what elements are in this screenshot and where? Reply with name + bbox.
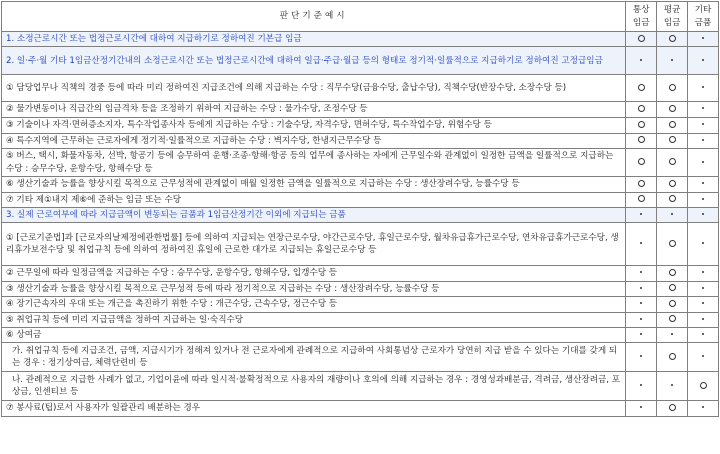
item-text: ③ 생산기술과 능률을 향상시킬 목적으로 근무성적 등에 따라 정기적으로 지급하는 수당 : 생산장려수당, 능률수당 등 xyxy=(2,281,626,296)
table-row xyxy=(2,133,719,148)
average-wage-cell xyxy=(657,117,688,133)
dot-mark-icon xyxy=(640,213,642,215)
table-row xyxy=(2,117,719,133)
ordinary-wage-cell xyxy=(626,75,657,102)
table-row xyxy=(2,281,719,296)
item-text: ④ 장기근속자의 우대 또는 개근을 촉진하기 위한 수당 : 개근수당, 근속수당, 정근수당 등 xyxy=(2,297,626,312)
average-wage-cell xyxy=(657,149,688,177)
circle-mark-icon xyxy=(669,353,676,360)
other-payment-cell xyxy=(688,47,719,75)
circle-mark-icon xyxy=(638,136,645,143)
dot-mark-icon xyxy=(702,59,704,61)
table-row xyxy=(2,149,719,177)
item-text: ④ 특수지역에 근무하는 근로자에게 정기적·일률적으로 지급하는 수당 : 벽지수당, 한냉지근무수당 등 xyxy=(2,133,626,148)
circle-mark-icon xyxy=(700,382,707,389)
category-text: 1. 소정근로시간 또는 법정근로시간에 대하여 지급하기로 정하여진 기본급 임금 xyxy=(2,32,626,47)
ordinary-wage-cell xyxy=(626,223,657,266)
circle-mark-icon xyxy=(669,180,676,187)
dot-mark-icon xyxy=(702,242,704,244)
table-row xyxy=(2,401,719,416)
item-text: ⑤ 버스, 택시, 화물자동차, 선박, 항공기 등에 승무하여 운행·조종·항해·항공 등의 업무에 종사하는 자에게 근무일수와 관계없이 일정한 금액을 일률적으로 지급하는 수당 : 승무수당, 운항수당, 항해수당 등 xyxy=(2,149,626,177)
circle-mark-icon xyxy=(669,315,676,322)
table-row xyxy=(2,266,719,281)
ordinary-wage-cell xyxy=(626,192,657,207)
item-text: ① [근로기준법]과 [근로자의날제정에관한법률] 등에 의하여 지급되는 연장근로수당, 야간근로수당, 휴일근로수당, 월차유급휴가근로수당, 연차유급휴가근로수당, 생리휴가보전수당 및 취업규칙 등에 의하여 정하여진 휴일에 근로한 대가로 지급되는 휴일근로수당 등 xyxy=(2,223,626,266)
average-wage-cell xyxy=(657,208,688,223)
dot-mark-icon xyxy=(640,59,642,61)
ordinary-wage-cell xyxy=(626,312,657,327)
dot-mark-icon xyxy=(702,198,704,200)
table-row xyxy=(2,372,719,401)
ordinary-wage-cell xyxy=(626,102,657,117)
ordinary-wage-cell xyxy=(626,401,657,416)
ordinary-wage-cell xyxy=(626,266,657,281)
dot-mark-icon xyxy=(640,318,642,320)
other-payment-cell xyxy=(688,133,719,148)
other-payment-cell xyxy=(688,192,719,207)
dot-mark-icon xyxy=(671,384,673,386)
dot-mark-icon xyxy=(640,355,642,357)
dot-mark-icon xyxy=(702,161,704,163)
header-ordinary-wage-line1: 통상 xyxy=(632,5,650,16)
circle-mark-icon xyxy=(638,195,645,202)
table-row xyxy=(2,75,719,102)
dot-mark-icon xyxy=(702,139,704,141)
circle-mark-icon xyxy=(638,121,645,128)
item-text: ② 물가변동이나 직급간의 임금격차 등을 조정하기 위하여 지급하는 수당 : 물가수당, 조정수당 등 xyxy=(2,102,626,117)
circle-mark-icon xyxy=(638,35,645,42)
other-payment-cell xyxy=(688,75,719,102)
other-payment-cell xyxy=(688,223,719,266)
circle-mark-icon xyxy=(638,158,645,165)
average-wage-cell xyxy=(657,281,688,296)
dot-mark-icon xyxy=(702,287,704,289)
header-other-payments xyxy=(688,2,719,32)
item-text: 가. 취업규칙 등에 지급조건, 금액, 지급시기가 정해져 있거나 전 근로자에게 관례적으로 지급하여 사회통념상 근로자가 당연히 지급 받을 수 있다는 기대를 갖게 되는 경우 : 정기상여금, 체력단련비 등 xyxy=(2,343,626,372)
item-text: ⑦ 봉사료(팁)로서 사용자가 일괄관리 배분하는 경우 xyxy=(2,401,626,416)
ordinary-wage-cell xyxy=(626,297,657,312)
dot-mark-icon xyxy=(702,213,704,215)
circle-mark-icon xyxy=(669,136,676,143)
dot-mark-icon xyxy=(702,302,704,304)
circle-mark-icon xyxy=(669,35,676,42)
dot-mark-icon xyxy=(640,242,642,244)
average-wage-cell xyxy=(657,102,688,117)
other-payment-cell xyxy=(688,312,719,327)
average-wage-cell xyxy=(657,223,688,266)
average-wage-cell xyxy=(657,47,688,75)
dot-mark-icon xyxy=(702,406,704,408)
header-ordinary-wage xyxy=(626,2,657,32)
item-text: ⑤ 취업규칙 등에 미리 지급금액을 정하여 지급하는 일·숙직수당 xyxy=(2,312,626,327)
dot-mark-icon xyxy=(640,271,642,273)
circle-mark-icon xyxy=(669,105,676,112)
circle-mark-icon xyxy=(669,284,676,291)
dot-mark-icon xyxy=(702,86,704,88)
ordinary-wage-cell xyxy=(626,328,657,343)
table-row xyxy=(2,223,719,266)
dot-mark-icon xyxy=(671,59,673,61)
other-payment-cell xyxy=(688,149,719,177)
ordinary-wage-cell xyxy=(626,372,657,401)
circle-mark-icon xyxy=(669,84,676,91)
item-text: ⑥ 상여금 xyxy=(2,328,626,343)
dot-mark-icon xyxy=(702,37,704,39)
dot-mark-icon xyxy=(640,302,642,304)
item-text: ⑦ 기타 제①내지 제⑥에 준하는 임금 또는 수당 xyxy=(2,192,626,207)
table-row xyxy=(2,312,719,327)
other-payment-cell xyxy=(688,328,719,343)
ordinary-wage-cell xyxy=(626,208,657,223)
average-wage-cell xyxy=(657,133,688,148)
header-criteria: 판단기준예시 xyxy=(2,2,626,32)
ordinary-wage-cell xyxy=(626,47,657,75)
table-row xyxy=(2,328,719,343)
dot-mark-icon xyxy=(671,213,673,215)
average-wage-cell xyxy=(657,343,688,372)
other-payment-cell xyxy=(688,102,719,117)
dot-mark-icon xyxy=(702,182,704,184)
table-row xyxy=(2,192,719,207)
ordinary-wage-cell xyxy=(626,177,657,192)
dot-mark-icon xyxy=(702,271,704,273)
other-payment-cell xyxy=(688,266,719,281)
other-payment-cell xyxy=(688,343,719,372)
circle-mark-icon xyxy=(669,240,676,247)
item-text: 나. 관례적으로 지급한 사례가 없고, 기업이윤에 따라 일시적·불확정적으로 사용자의 재량이나 호의에 의해 지급하는 경우 : 경영성과배분금, 격려금, 생산장려금, 포상금, 인센티브 등 xyxy=(2,372,626,401)
item-text: ③ 기술이나 자격·면허증소지자, 특수작업종사자 등에게 지급하는 수당 : 기술수당, 자격수당, 면허수당, 특수작업수당, 위험수당 등 xyxy=(2,117,626,133)
header-average-wage-line1: 평균 xyxy=(663,5,681,16)
average-wage-cell xyxy=(657,192,688,207)
ordinary-wage-cell xyxy=(626,117,657,133)
table-row xyxy=(2,47,719,75)
other-payment-cell xyxy=(688,117,719,133)
average-wage-cell xyxy=(657,401,688,416)
header-row xyxy=(2,2,719,32)
average-wage-cell xyxy=(657,75,688,102)
circle-mark-icon xyxy=(638,84,645,91)
average-wage-cell xyxy=(657,297,688,312)
average-wage-cell xyxy=(657,312,688,327)
average-wage-cell xyxy=(657,266,688,281)
header-ordinary-wage-line2: 임금 xyxy=(632,17,650,28)
category-text: 2. 일·주·월 기타 1임금산정기간내의 소정근로시간 또는 법정근로시간에 대하여 일급·주급·월급 등의 형태로 정기적·일률적으로 지급하기로 정하여진 고정급임금 xyxy=(2,47,626,75)
ordinary-wage-cell xyxy=(626,133,657,148)
other-payment-cell xyxy=(688,32,719,47)
table-row xyxy=(2,343,719,372)
other-payment-cell xyxy=(688,208,719,223)
circle-mark-icon xyxy=(669,195,676,202)
circle-mark-icon xyxy=(669,404,676,411)
other-payment-cell xyxy=(688,372,719,401)
table-row xyxy=(2,32,719,47)
other-payment-cell xyxy=(688,281,719,296)
dot-mark-icon xyxy=(702,318,704,320)
ordinary-wage-cell xyxy=(626,32,657,47)
ordinary-wage-cell xyxy=(626,149,657,177)
dot-mark-icon xyxy=(702,333,704,335)
header-average-wage xyxy=(657,2,688,32)
dot-mark-icon xyxy=(702,355,704,357)
table-row xyxy=(2,102,719,117)
average-wage-cell xyxy=(657,177,688,192)
header-average-wage-line2: 임금 xyxy=(663,17,681,28)
criteria-table-wrapper xyxy=(1,1,719,452)
table-body xyxy=(2,32,719,417)
dot-mark-icon xyxy=(671,333,673,335)
item-text: ② 근무일에 따라 일정금액을 지급하는 수당 : 승무수당, 운항수당, 항해수당, 입갱수당 등 xyxy=(2,266,626,281)
ordinary-wage-cell xyxy=(626,343,657,372)
circle-mark-icon xyxy=(669,121,676,128)
table-row xyxy=(2,208,719,223)
header-other-payments-line2: 금품 xyxy=(694,17,712,28)
other-payment-cell xyxy=(688,297,719,312)
dot-mark-icon xyxy=(640,287,642,289)
header-other-payments-line1: 기타 xyxy=(694,5,712,16)
item-text: ⑥ 생산기술과 능률을 향상시킬 목적으로 근무성적에 관계없이 매월 일정한 금액을 일률적으로 지급하는 수당 : 생산장려수당, 능률수당 등 xyxy=(2,177,626,192)
average-wage-cell xyxy=(657,372,688,401)
table-row xyxy=(2,177,719,192)
item-text: ① 담당업무나 직책의 경중 등에 따라 미리 정하여진 지급조건에 의해 지급하는 수당 : 직무수당(금융수당, 출납수당), 직책수당(반장수당, 소장수당 등) xyxy=(2,75,626,102)
ordinary-wage-cell xyxy=(626,281,657,296)
table-row xyxy=(2,297,719,312)
average-wage-cell xyxy=(657,328,688,343)
category-text: 3. 실제 근로여부에 따라 지급금액이 변동되는 금품과 1임금산정기간 이외에 지급되는 금품 xyxy=(2,208,626,223)
other-payment-cell xyxy=(688,177,719,192)
circle-mark-icon xyxy=(669,269,676,276)
circle-mark-icon xyxy=(638,105,645,112)
other-payment-cell xyxy=(688,401,719,416)
dot-mark-icon xyxy=(640,333,642,335)
dot-mark-icon xyxy=(640,384,642,386)
criteria-table xyxy=(1,1,719,417)
dot-mark-icon xyxy=(640,406,642,408)
dot-mark-icon xyxy=(702,107,704,109)
circle-mark-icon xyxy=(638,180,645,187)
circle-mark-icon xyxy=(669,300,676,307)
circle-mark-icon xyxy=(669,158,676,165)
average-wage-cell xyxy=(657,32,688,47)
dot-mark-icon xyxy=(702,123,704,125)
